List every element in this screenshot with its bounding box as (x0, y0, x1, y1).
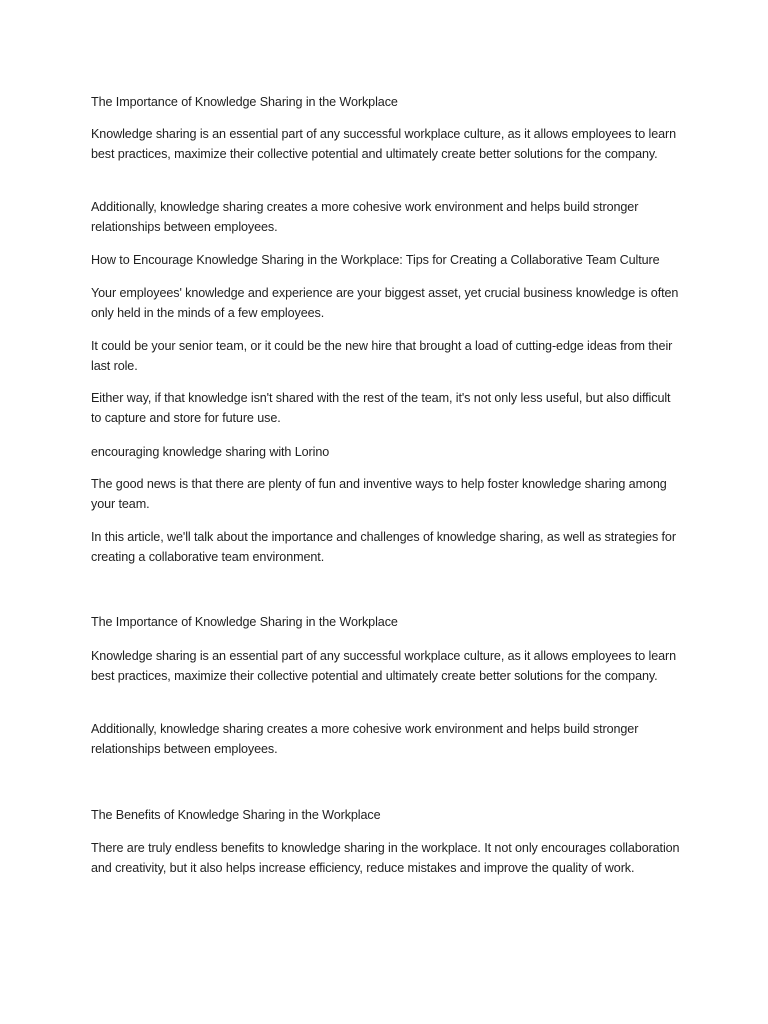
heading-encourage: How to Encourage Knowledge Sharing in the Workplace: Tips for Creating a Collaborative Team Culture (91, 253, 660, 267)
paragraph-benefits: There are truly endless benefits to knowledge sharing in the workplace. It not only encourages collaboration and creativity, but it also helps increase efficiency, reduce mistakes and improve the quality of work. (91, 841, 680, 875)
paragraph-good-news: The good news is that there are plenty of fun and inventive ways to help foster knowledge sharing among your team. (91, 477, 667, 511)
heading-importance-repeat: The Importance of Knowledge Sharing in the Workplace (91, 615, 398, 629)
heading-benefits: The Benefits of Knowledge Sharing in the Workplace (91, 808, 381, 822)
paragraph-asset: Your employees' knowledge and experience are your biggest asset, yet crucial business knowledge is often only held in the minds of a few employees. (91, 286, 679, 320)
paragraph-either-way: Either way, if that knowledge isn't shared with the rest of the team, it's not only less useful, but also difficult to capture and store for future use. (91, 391, 671, 425)
paragraph-article: In this article, we'll talk about the importance and challenges of knowledge sharing, as well as strategies for creating a collaborative team environment. (91, 530, 676, 564)
heading-importance: The Importance of Knowledge Sharing in the Workplace (91, 95, 398, 109)
paragraph-cohesive: Additionally, knowledge sharing creates a more cohesive work environment and helps build stronger relationships between employees. (91, 200, 639, 234)
paragraph-senior-team: It could be your senior team, or it could be the new hire that brought a load of cutting-edge ideas from their last role. (91, 339, 673, 373)
caption-lorino: encouraging knowledge sharing with Lorino (91, 445, 330, 459)
paragraph-cohesive-repeat: Additionally, knowledge sharing creates a more cohesive work environment and helps build stronger relationships between employees. (91, 722, 639, 756)
paragraph-intro-repeat: Knowledge sharing is an essential part of any successful workplace culture, as it allows employees to learn best practices, maximize their collective potential and ultimately create better solutions for the company. (91, 649, 677, 683)
paragraph-intro: Knowledge sharing is an essential part of any successful workplace culture, as it allows employees to learn best practices, maximize their collective potential and ultimately create better solutions for the company. (91, 127, 677, 161)
